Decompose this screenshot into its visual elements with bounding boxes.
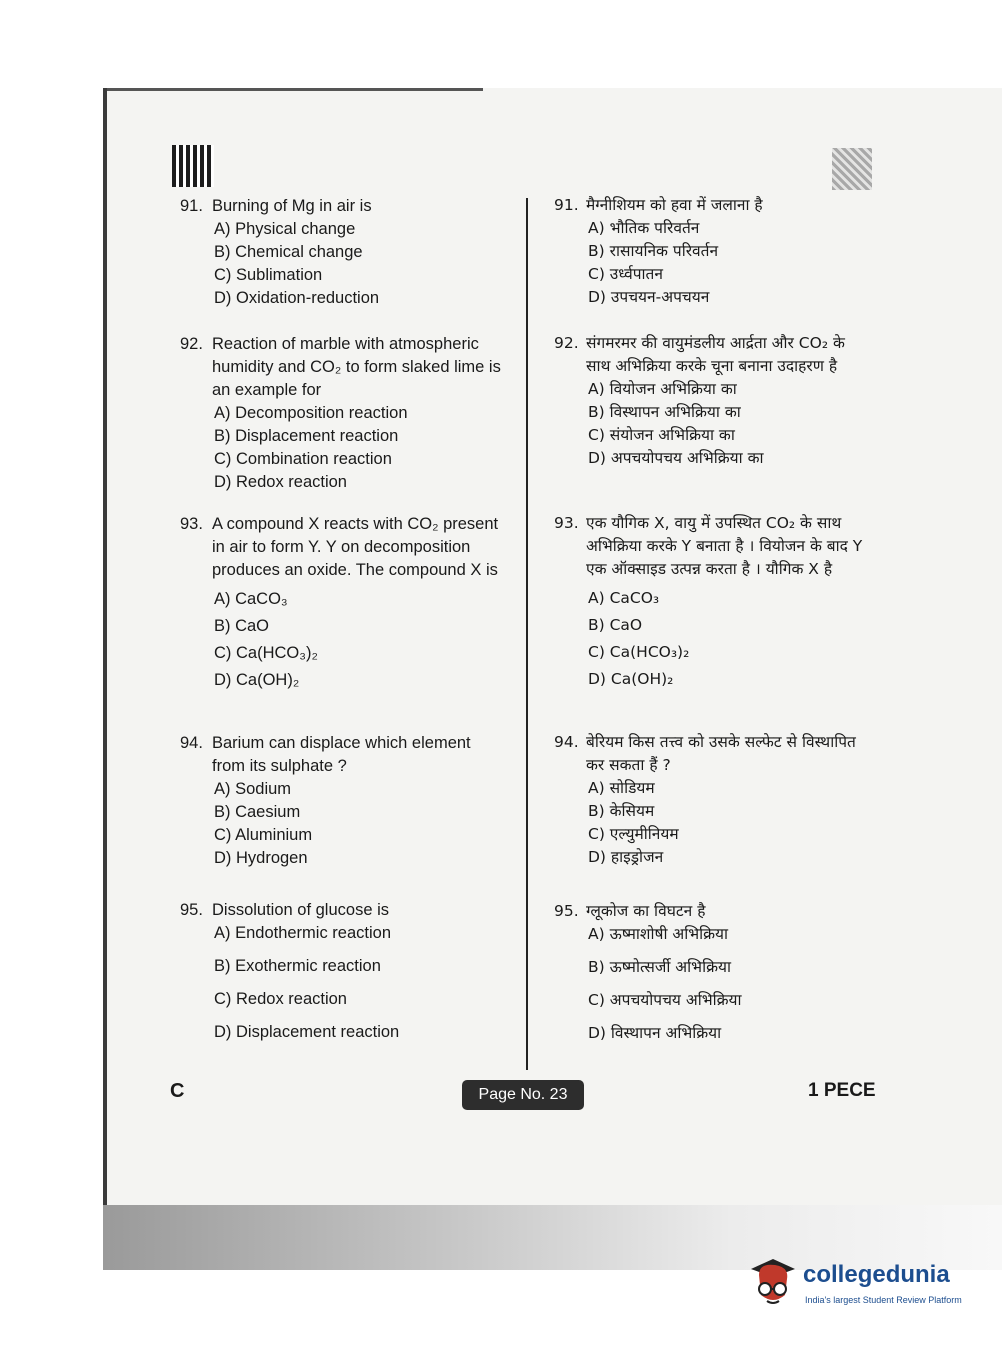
question-text: बेरियम किस तत्त्व को उसके सल्फेट से विस्थापित कर सकता हैं ? bbox=[586, 733, 856, 774]
option-b: B) ऊष्मोत्सर्जी अभिक्रिया bbox=[588, 958, 731, 976]
option-c: C) Redox reaction bbox=[214, 990, 347, 1008]
question-text: मैग्नीशियम को हवा में जलाना है bbox=[586, 196, 763, 214]
question-text: Barium can displace which element from its sulphate ? bbox=[212, 734, 471, 775]
question-91-en bbox=[180, 195, 510, 310]
question-94-en bbox=[180, 732, 510, 870]
option-a: A) Sodium bbox=[214, 780, 292, 798]
option-b: B) Caesium bbox=[214, 803, 301, 821]
option-b: B) Chemical change bbox=[214, 243, 363, 261]
logo-mascot-icon bbox=[745, 1255, 801, 1311]
option-d: D) Oxidation-reduction bbox=[214, 289, 380, 307]
option-a: A) Physical change bbox=[214, 220, 356, 238]
question-number: 93. bbox=[554, 514, 579, 532]
page-number-badge: Page No. 23 bbox=[462, 1080, 584, 1110]
option-b: B) Exothermic reaction bbox=[214, 957, 381, 975]
option-b: B) CaO bbox=[214, 617, 270, 635]
option-a: A) Decomposition reaction bbox=[214, 404, 408, 422]
option-c: C) Aluminium bbox=[214, 826, 313, 844]
question-95-en bbox=[180, 899, 510, 1044]
question-number: 91. bbox=[554, 196, 579, 214]
option-d: D) Ca(OH)₂ bbox=[588, 670, 674, 688]
option-d: D) उपचयन-अपचयन bbox=[588, 288, 710, 306]
question-text: Burning of Mg in air is bbox=[212, 197, 372, 215]
booklet-code-left: C bbox=[170, 1080, 185, 1102]
question-95-hi bbox=[554, 900, 872, 1045]
option-c: C) अपचयोपचय अभिक्रिया bbox=[588, 991, 742, 1009]
question-92-hi bbox=[554, 332, 872, 470]
option-a: A) सोडियम bbox=[588, 779, 655, 797]
option-b: B) CaO bbox=[588, 616, 643, 634]
logo-wordmark: collegedunia bbox=[803, 1261, 950, 1288]
question-number: 92. bbox=[554, 334, 579, 352]
option-d: D) Hydrogen bbox=[214, 849, 308, 867]
scan-left-edge bbox=[103, 88, 107, 1268]
option-c: C) Sublimation bbox=[214, 266, 323, 284]
option-d: D) Ca(OH)₂ bbox=[214, 671, 300, 689]
collegedunia-logo bbox=[745, 1255, 970, 1311]
question-number: 95. bbox=[554, 902, 579, 920]
option-c: C) उर्ध्वपातन bbox=[588, 265, 663, 283]
option-a: A) भौतिक परिवर्तन bbox=[588, 219, 700, 237]
option-a: A) ऊष्माशोषी अभिक्रिया bbox=[588, 925, 729, 943]
option-c: C) संयोजन अभिक्रिया का bbox=[588, 426, 735, 444]
qr-code-right bbox=[832, 148, 872, 190]
option-d: D) Redox reaction bbox=[214, 473, 347, 491]
option-c: C) Ca(HCO₃)₂ bbox=[588, 643, 690, 661]
question-text: Reaction of marble with atmospheric humidity and CO₂ to form slaked lime is an example for bbox=[212, 335, 501, 399]
question-number: 91. bbox=[180, 197, 203, 215]
question-text: Dissolution of glucose is bbox=[212, 901, 390, 919]
scan-top-edge bbox=[103, 88, 483, 91]
option-b: B) विस्थापन अभिक्रिया का bbox=[588, 403, 741, 421]
option-a: A) वियोजन अभिक्रिया का bbox=[588, 380, 737, 398]
option-d: D) विस्थापन अभिक्रिया bbox=[588, 1024, 722, 1042]
booklet-code-right: 1 PECE bbox=[808, 1080, 876, 1101]
option-d: D) अपचयोपचय अभिक्रिया का bbox=[588, 449, 764, 467]
option-c: C) एल्युमीनियम bbox=[588, 825, 679, 843]
option-c: C) Ca(HCO₃)₂ bbox=[214, 644, 318, 662]
qr-code-left bbox=[172, 145, 214, 187]
question-number: 95. bbox=[180, 901, 203, 919]
question-text: ग्लूकोज का विघटन है bbox=[586, 902, 706, 920]
question-93-en bbox=[180, 513, 510, 692]
question-number: 92. bbox=[180, 335, 203, 353]
option-b: B) Displacement reaction bbox=[214, 427, 399, 445]
option-a: A) CaCO₃ bbox=[588, 589, 660, 607]
option-b: B) केसियम bbox=[588, 802, 655, 820]
question-text: संगमरमर की वायुमंडलीय आर्द्रता और CO₂ के साथ अभिक्रिया करके चूना बनाना उदाहरण है bbox=[586, 334, 845, 375]
option-a: A) Endothermic reaction bbox=[214, 924, 391, 942]
option-b: B) रासायनिक परिवर्तन bbox=[588, 242, 719, 260]
question-number: 94. bbox=[554, 733, 579, 751]
question-94-hi bbox=[554, 731, 872, 869]
option-d: D) हाइड्रोजन bbox=[588, 848, 664, 866]
option-c: C) Combination reaction bbox=[214, 450, 392, 468]
option-a: A) CaCO₃ bbox=[214, 590, 288, 608]
option-d: D) Displacement reaction bbox=[214, 1023, 400, 1041]
question-text: A compound X reacts with CO₂ present in air to form Y. Y on decomposition produces an oxide. The compound X is bbox=[212, 515, 499, 579]
question-number: 94. bbox=[180, 734, 203, 752]
question-text: एक यौगिक X, वायु में उपस्थित CO₂ के साथ अभिक्रिया करके Y बनाता है । वियोजन के बाद Y एक ऑक्साइड उत्पन्न करता है । यौगिक X है bbox=[586, 514, 863, 578]
question-number: 93. bbox=[180, 515, 203, 533]
question-91-hi bbox=[554, 194, 872, 309]
column-divider bbox=[526, 198, 528, 1070]
question-92-en bbox=[180, 333, 510, 494]
logo-tagline: India's largest Student Review Platform bbox=[805, 1295, 962, 1305]
question-93-hi bbox=[554, 512, 872, 691]
